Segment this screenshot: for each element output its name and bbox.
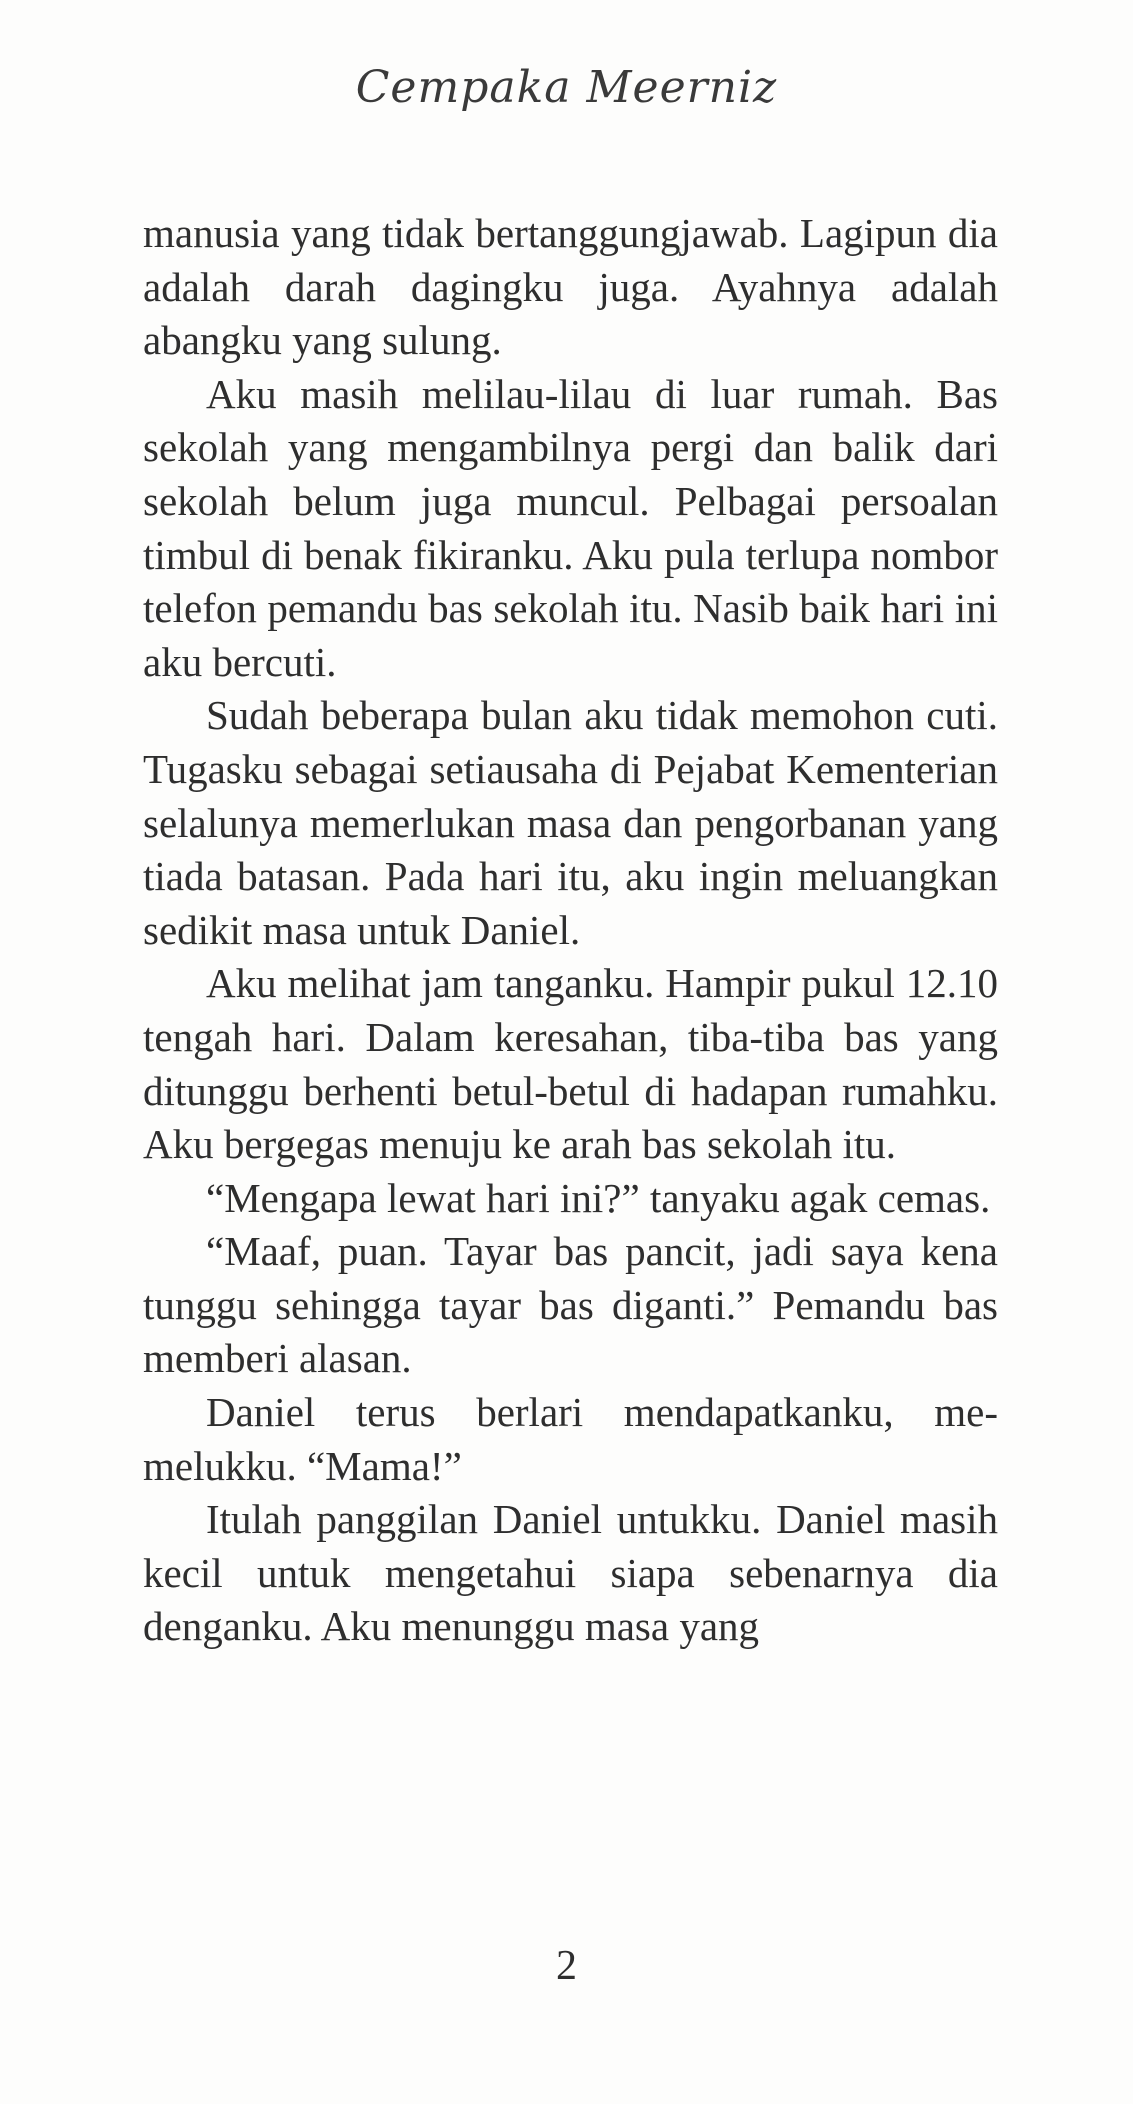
paragraph: “Maaf, puan. Tayar bas pancit, jadi saya kena tunggu sehingga tayar bas diganti.” Pemandu bas memberi alasan. — [143, 1228, 998, 1382]
paragraph: Aku masih melilau-lilau di luar rumah. Bas sekolah yang mengambilnya pergi dan balik dari sekolah belum juga muncul. Pelbagai persoalan timbul di benak fikiranku. Aku pula terlupa nombor telefon pemandu bas sekolah itu. Nasib baik hari ini aku bercuti. — [143, 370, 998, 685]
paragraph: Aku melihat jam tanganku. Hampir pukul 12.10 tengah hari. Dalam keresahan, tiba-tiba bas yang ditunggu berhenti betul-betul di hadapan rumahku. Aku bergegas menuju ke arah bas sekolah itu. — [143, 960, 998, 1168]
paragraph: “Mengapa lewat hari ini?” tanyaku agak cemas. — [206, 1174, 991, 1221]
paragraph: Sudah beberapa bulan aku tidak memohon cuti. Tugasku sebagai setiausaha di Pejabat Kementerian selalunya memerlukan masa dan pengorbanan yang tiada batasan. Pada hari itu, aku ingin meluangkan sedikit masa untuk Daniel. — [143, 692, 998, 953]
body-text — [143, 207, 998, 1654]
paragraph: Daniel terus berlari mendapatkanku, memelukku. “Mama!” — [143, 1389, 998, 1489]
running-header: Cempaka Meerniz — [355, 62, 778, 113]
page-number: 2 — [556, 1943, 577, 1989]
paragraph: Itulah panggilan Daniel untukku. Daniel masih kecil untuk mengetahui siapa sebenarnya dia denganku. Aku menunggu masa yang — [143, 1496, 998, 1650]
paragraph: manusia yang tidak bertanggungjawab. Lagipun dia adalah darah dagingku juga. Ayahnya adalah abangku yang sulung. — [143, 210, 998, 364]
